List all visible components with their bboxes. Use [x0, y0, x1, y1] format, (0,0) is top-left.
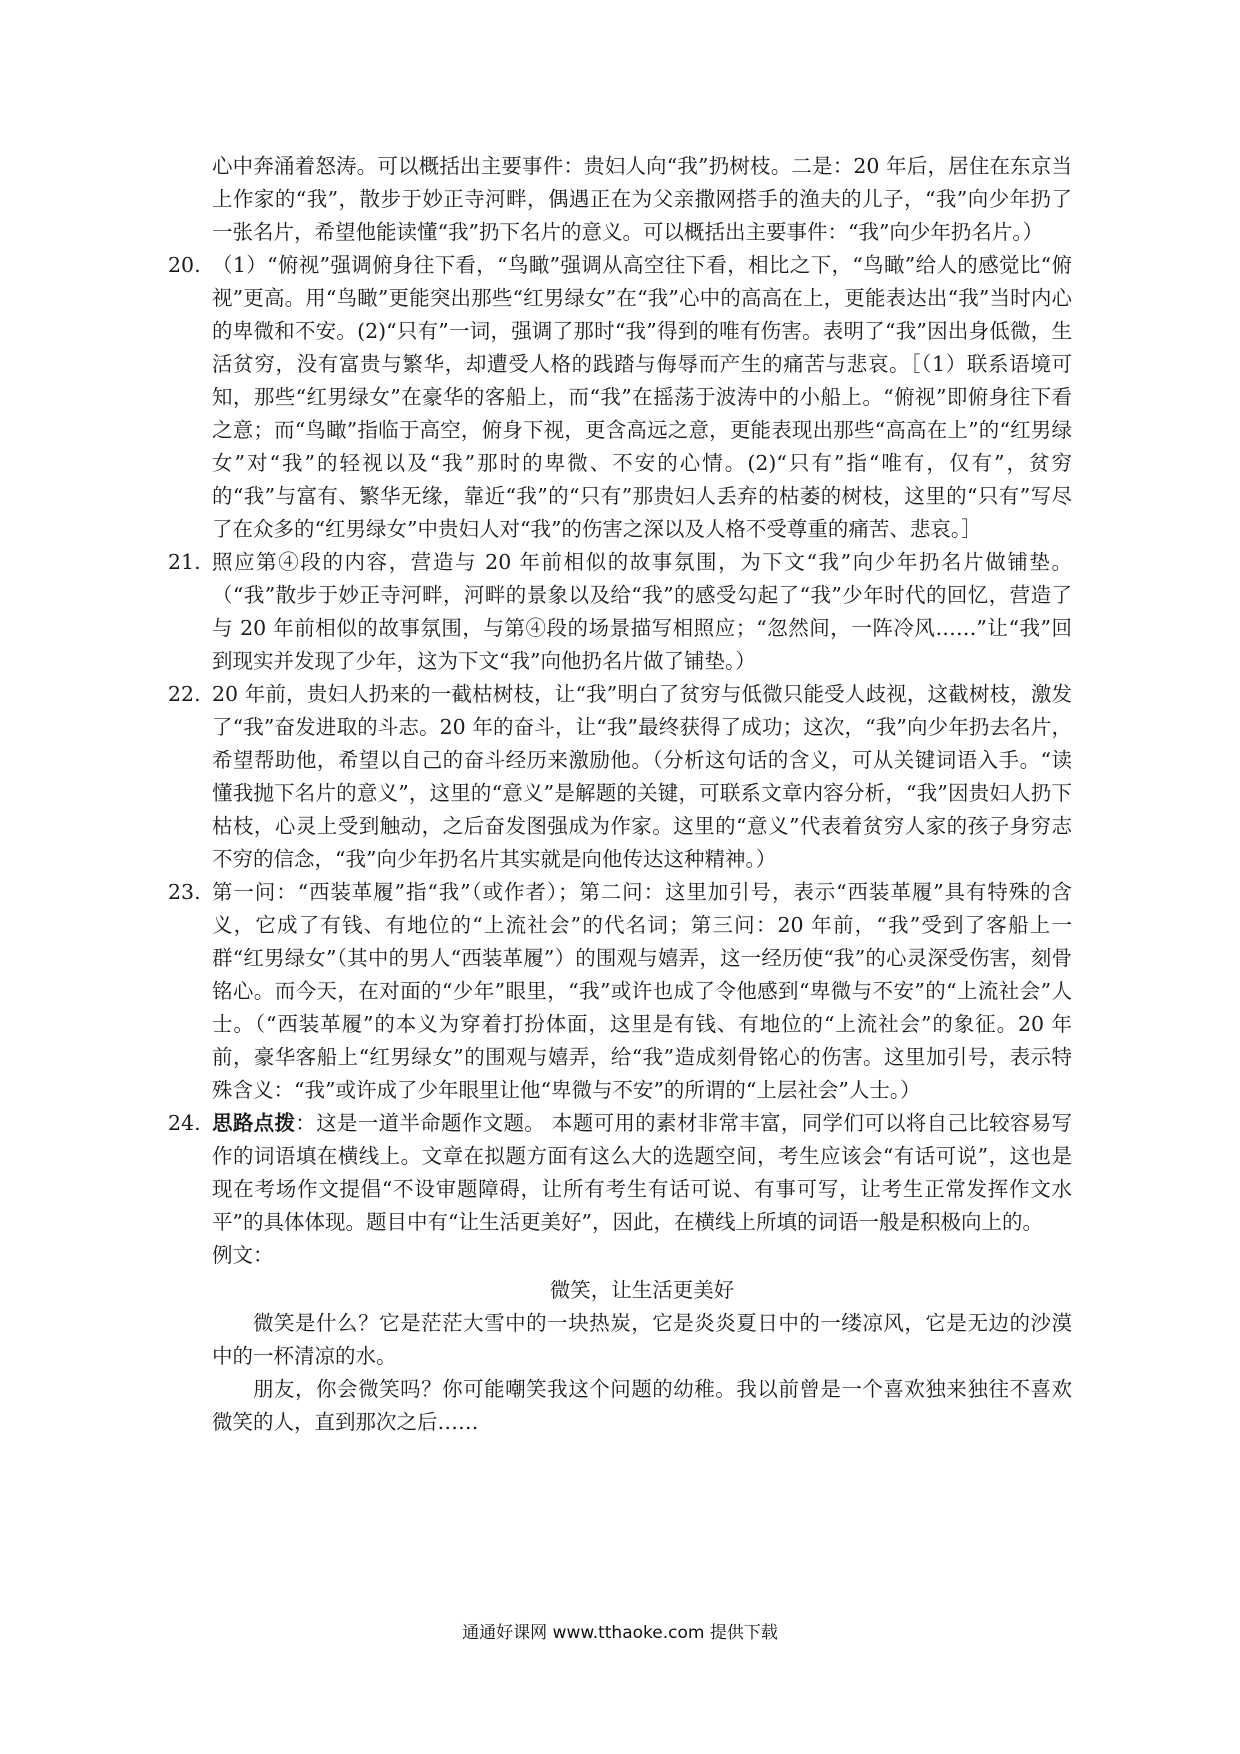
hint-lead: 思路点拨: [212, 1111, 296, 1135]
answer-content: [168, 150, 1073, 1439]
item-number: 22.: [168, 682, 201, 706]
item-number: 21.: [168, 550, 201, 574]
item-number: 23.: [168, 880, 201, 904]
answer-item-21: [168, 546, 1072, 678]
example-label: 例文：: [212, 1243, 274, 1267]
answer-item-20: [168, 249, 1072, 546]
answer-item-22: [168, 678, 1072, 876]
intro-paragraph: 心中奔涌着怒涛。可以概括出主要事件：贵妇人向“我”扔树枝。二是：20 年后，居住在东京当上作家的“我”，散步于妙正寺河畔，偶遇正在为父亲撒网搭手的渔夫的儿子，“我”向少年扔了一张名片，希望他能读懂“我”扔下名片的意义。可以概括出主要事件：“我”向少年扔名片。）: [212, 154, 1072, 244]
item-number: 24.: [168, 1111, 201, 1135]
answer-item-23: [168, 876, 1072, 1107]
essay-paragraph: 微笑是什么？它是茫茫大雪中的一块热炭，它是炎炎夏日中的一缕凉风，它是无边的沙漠中的一杯清凉的水。: [212, 1311, 1072, 1368]
essay-title: 微笑，让生活更美好: [549, 1278, 735, 1302]
item-text: 第一问：“西装革履”指“我”（或作者）；第二问：这里加引号，表示“西装革履”具有特殊的含义，它成了有钱、有地位的“上流社会”的代名词；第三问：20 年前，“我”受到了客船上一群“红男绿女”（其中的男人“西装革履”）的围观与嬉弄，这一经历使“我”的心灵深受伤害，刻骨铭心。而今天，在对面的“少年”眼里，“我”或许也成了令他感到“卑微与不安”的“上流社会”人士。（“西装革履”的本义为穿着打扮体面，这里是有钱、有地位的“上流社会”的象征。20 年前，豪华客船上“红男绿女”的围观与嬉弄，给“我”造成刻骨铭心的伤害。这里加引号，表示特殊含义：“我”或许成了少年眼里让他“卑微与不安”的所谓的“上层社会”人士。）: [212, 880, 1072, 1102]
item-text: 照应第④段的内容，营造与 20 年前相似的故事氛围，为下文“我”向少年扔名片做铺垫。（“我”散步于妙正寺河畔，河畔的景象以及给“我”的感受勾起了“我”少年时代的回忆，营造了与 20 年前相似的故事氛围，与第④段的场景描写相照应；“忽然间，一阵冷风……”让“我”回到现实并发现了少年，这为下文“我”向他扔名片做了铺垫。）: [212, 550, 1072, 673]
page-footer: 通通好课网 www.tthaoke.com 提供下载: [462, 1623, 778, 1643]
answer-item-24: [168, 1107, 1073, 1239]
item-text: 20 年前，贵妇人扔来的一截枯树枝，让“我”明白了贫穷与低微只能受人歧视，这截树枝，激发了“我”奋发进取的斗志。20 年的奋斗，让“我”最终获得了成功；这次，“我”向少年扔去名片，希望帮助他，希望以自己的奋斗经历来激励他。（分析这句话的含义，可从关键词语入手。“读懂我抛下名片的意义”，这里的“意义”是解题的关键，可联系文章内容分析，“我”因贵妇人扔下枯枝，心灵上受到触动，之后奋发图强成为作家。这里的“意义”代表着贫穷人家的孩子身穷志不穷的信念，“我”向少年扔名片其实就是向他传达这种精神。）: [212, 682, 1072, 871]
essay-paragraph: 朋友，你会微笑吗？你可能嘲笑我这个问题的幼稚。我以前曾是一个喜欢独来独往不喜欢微笑的人，直到那次之后……: [212, 1377, 1072, 1434]
item-number: 20.: [168, 253, 201, 277]
item-text: ：这是一道半命题作文题。 本题可用的素材非常丰富，同学们可以将自己比较容易写作的词语填在横线上。文章在拟题方面有这么大的选题空间，考生应该会“有话可说”，这也是现在考场作文提倡“不设审题障碍，让所有考生有话可说、有事可写，让考生正常发挥作文水平”的具体体现。题目中有“让生活更美好”，因此，在横线上所填的词语一般是积极向上的。: [212, 1111, 1073, 1234]
item-text: （1）“俯视”强调俯身往下看，“鸟瞰”强调从高空往下看，相比之下，“鸟瞰”给人的感觉比“俯视”更高。用“鸟瞰”更能突出那些“红男绿女”在“我”心中的高高在上，更能表达出“我”当时内心的卑微和不安。(2)“只有”一词，强调了那时“我”得到的唯有伤害。表明了“我”因出身低微，生活贫穷，没有富贵与繁华，却遭受人格的践踏与侮辱而产生的痛苦与悲哀。［（1）联系语境可知，那些“红男绿女”在豪华的客船上，而“我”在摇荡于波涛中的小船上。“俯视”即俯身往下看之意；而“鸟瞰”指临于高空，俯身下视，更含高远之意，更能表现出那些“高高在上”的“红男绿女”对“我”的轻视以及“我”那时的卑微、不安的心情。(2)“只有”指“唯有，仅有”，贫穷的“我”与富有、繁华无缘，靠近“我”的“只有”那贵妇人丢弃的枯萎的树枝，这里的“只有”写尽了在众多的“红男绿女”中贵妇人对“我”的伤害之深以及人格不受尊重的痛苦、悲哀。］: [212, 253, 1072, 541]
